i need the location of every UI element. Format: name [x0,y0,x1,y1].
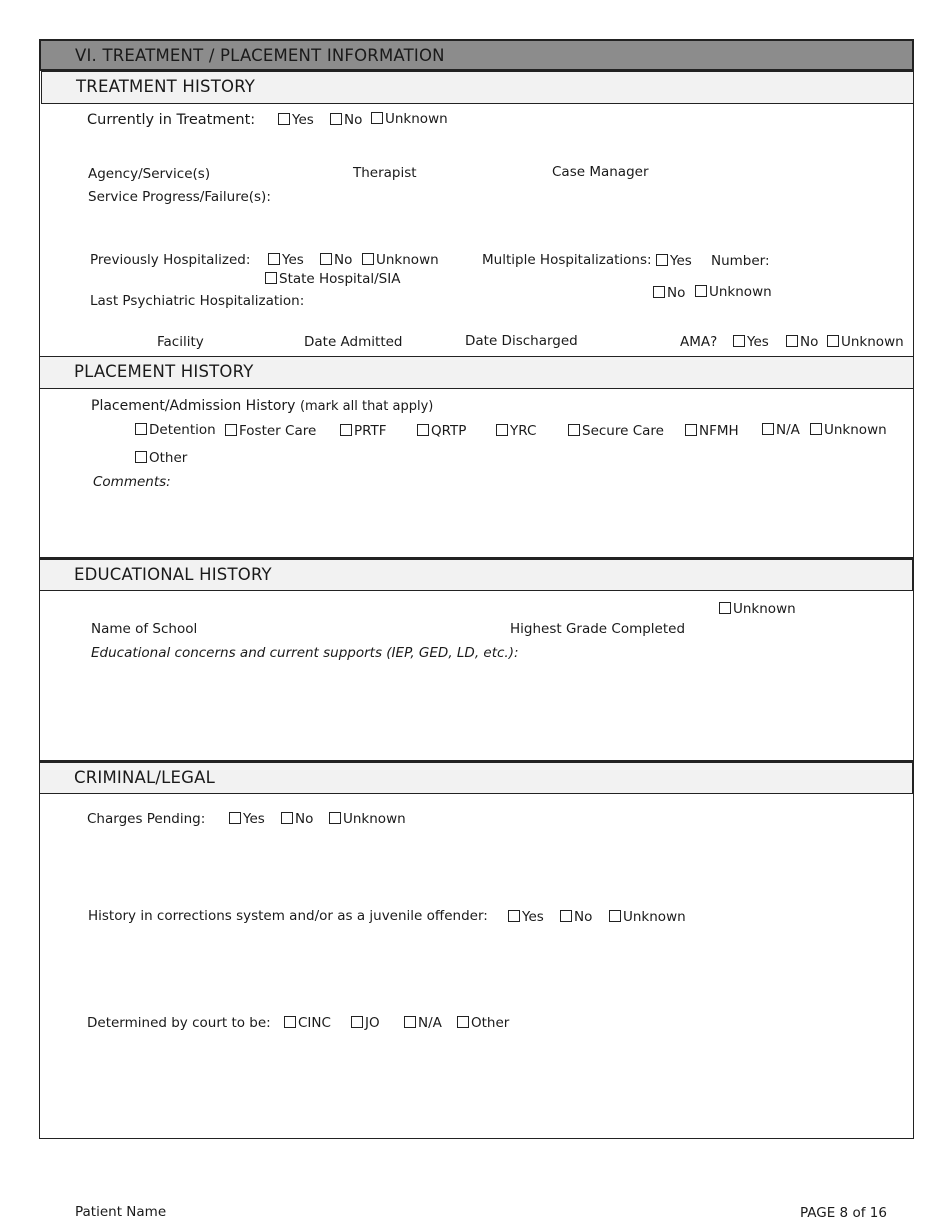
checkbox[interactable] [284,1016,296,1028]
checkbox[interactable] [371,112,383,124]
highest-grade-label: Highest Grade Completed [510,621,686,637]
checkbox[interactable] [351,1016,363,1028]
checkbox[interactable] [417,424,429,436]
checkbox[interactable] [278,113,290,125]
section-header [39,39,914,71]
placement-prtf-option[interactable]: PRTF [340,423,387,439]
corrections-yes-option[interactable]: Yes [508,909,544,925]
checkbox[interactable] [762,423,774,435]
prev-hosp-yes-option[interactable]: Yes [268,252,304,268]
court-determination-label: Determined by court to be: [87,1015,271,1031]
checkbox[interactable] [265,272,277,284]
corrections-history-label: History in corrections system and/or as a juvenile offender: [88,908,488,924]
placement-other-option[interactable]: Other [135,450,187,466]
checkbox[interactable] [653,286,665,298]
educational-history-title: EDUCATIONAL HISTORY [74,565,272,584]
therapist-label: Therapist [353,165,417,181]
checkbox[interactable] [340,424,352,436]
section-title: VI. TREATMENT / PLACEMENT INFORMATION [75,46,445,65]
currently-in-treatment-label: Currently in Treatment: [87,112,256,128]
placement-na-option[interactable]: N/A [762,422,800,438]
checkbox[interactable] [827,335,839,347]
placement-foster-care-option[interactable]: Foster Care [225,423,316,439]
last-psychiatric-hospitalization-label: Last Psychiatric Hospitalization: [90,293,305,309]
patient-name-label: Patient Name [75,1204,167,1220]
checkbox[interactable] [609,910,621,922]
prev-hosp-no-option[interactable]: No [320,252,352,268]
ama-unknown-option[interactable]: Unknown [827,334,904,350]
facility-label: Facility [157,334,204,350]
checkbox[interactable] [268,253,280,265]
checkbox[interactable] [404,1016,416,1028]
checkbox[interactable] [656,254,668,266]
placement-unknown-option[interactable]: Unknown [810,422,887,438]
prev-hosp-unknown-option[interactable]: Unknown [362,252,439,268]
placement-yrc-option[interactable]: YRC [496,423,536,439]
multiple-hospitalizations-label: Multiple Hospitalizations: [482,252,652,268]
placement-nfmh-option[interactable]: NFMH [685,423,739,439]
currently-no-option[interactable]: No [330,112,362,128]
corrections-unknown-option[interactable]: Unknown [609,909,686,925]
ama-label: AMA? [680,334,718,350]
checkbox[interactable] [719,602,731,614]
case-manager-label: Case Manager [552,164,649,180]
ama-no-option[interactable]: No [786,334,818,350]
checkbox[interactable] [508,910,520,922]
charges-yes-option[interactable]: Yes [229,811,265,827]
multiple-yes-option[interactable]: Yes [656,253,692,269]
page-number: PAGE 8 of 16 [800,1205,887,1221]
educational-history-header [39,559,913,591]
checkbox[interactable] [695,285,707,297]
charges-pending-label: Charges Pending: [87,811,206,827]
placement-history-title: PLACEMENT HISTORY [74,362,254,381]
ama-yes-option[interactable]: Yes [733,334,769,350]
court-other-option[interactable]: Other [457,1015,509,1031]
placement-secure-care-option[interactable]: Secure Care [568,423,664,439]
checkbox[interactable] [560,910,572,922]
placement-history-label: Placement/Admission History (mark all that apply) [91,398,434,414]
placement-detention-option[interactable]: Detention [135,422,216,438]
checkbox[interactable] [568,424,580,436]
treatment-history-header [41,71,914,104]
placement-history-header [39,356,914,389]
checkbox[interactable] [320,253,332,265]
number-label: Number: [711,253,770,269]
checkbox[interactable] [329,812,341,824]
checkbox[interactable] [135,451,147,463]
previously-hospitalized-label: Previously Hospitalized: [90,252,251,268]
treatment-history-title: TREATMENT HISTORY [76,77,256,96]
corrections-no-option[interactable]: No [560,909,592,925]
checkbox[interactable] [733,335,745,347]
criminal-legal-header [39,762,913,794]
charges-no-option[interactable]: No [281,811,313,827]
checkbox[interactable] [330,113,342,125]
checkbox[interactable] [496,424,508,436]
placement-qrtp-option[interactable]: QRTP [417,423,466,439]
multiple-no-option[interactable]: No [653,285,685,301]
checkbox[interactable] [786,335,798,347]
court-cinc-option[interactable]: CINC [284,1015,331,1031]
checkbox[interactable] [685,424,697,436]
checkbox[interactable] [362,253,374,265]
date-admitted-label: Date Admitted [304,334,403,350]
date-discharged-label: Date Discharged [465,333,578,349]
checkbox[interactable] [229,812,241,824]
agency-label: Agency/Service(s) [88,166,211,182]
state-hospital-option[interactable]: State Hospital/SIA [265,271,400,287]
service-progress-label: Service Progress/Failure(s): [88,189,271,205]
name-of-school-label: Name of School [91,621,198,637]
multiple-unknown-option[interactable]: Unknown [695,284,772,300]
educational-concerns-label: Educational concerns and current supports (IEP, GED, LD, etc.): [91,645,519,661]
education-unknown-option[interactable]: Unknown [719,601,796,617]
checkbox[interactable] [457,1016,469,1028]
court-na-option[interactable]: N/A [404,1015,442,1031]
checkbox[interactable] [281,812,293,824]
criminal-legal-title: CRIMINAL/LEGAL [74,768,216,787]
comments-label: Comments: [93,474,171,490]
checkbox[interactable] [135,423,147,435]
checkbox[interactable] [810,423,822,435]
checkbox[interactable] [225,424,237,436]
court-jo-option[interactable]: JO [351,1015,380,1031]
currently-yes-option[interactable]: Yes [278,112,314,128]
charges-unknown-option[interactable]: Unknown [329,811,406,827]
currently-unknown-option[interactable]: Unknown [371,111,448,127]
